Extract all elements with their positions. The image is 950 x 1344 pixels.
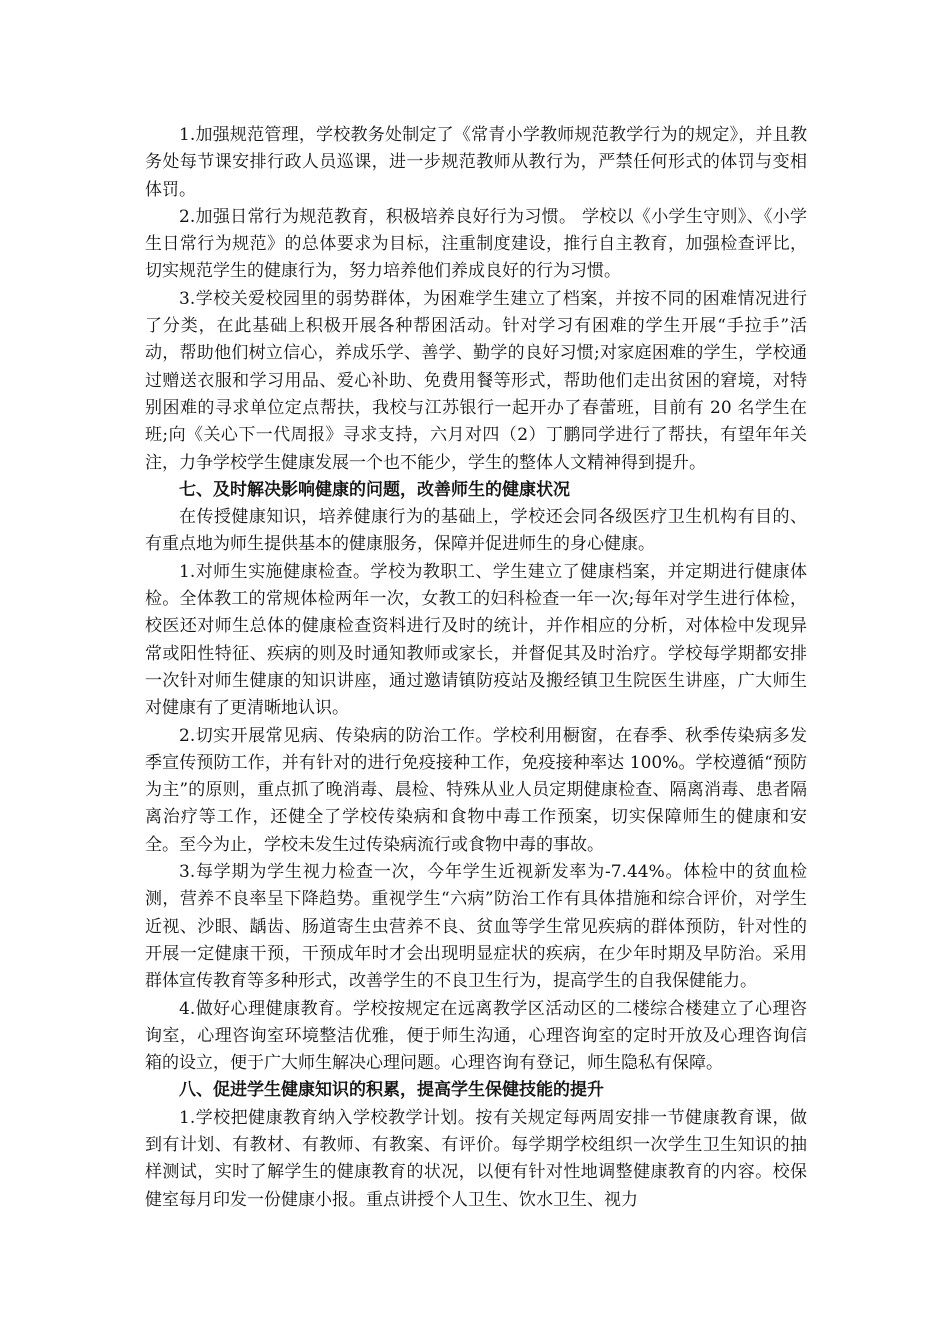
- document-page: [145, 122, 807, 1214]
- paragraph-disadvantaged-students: 3.学校关爱校园里的弱势群体，为困难学生建立了档案，并按不同的困难情况进行了分类，在此基础上积极开展各种帮困活动。针对学习有困难的学生开展“手拉手”活动，帮助他们树立信心，养成乐学、善学、勤学的良好习惯;对家庭困难的学生，学校通过赠送衣服和学习用品、爱心补助、免费用餐等形式，帮助他们走出贫困的窘境，对特别困难的寻求单位定点帮扶，我校与江苏银行一起开办了春蕾班，目前有 20 名学生在班;向《关心下一代周报》寻求支持，六月对四（2）丁鹏同学进行了帮扶，有望年年关注，力争学校学生健康发展一个也不能少，学生的整体人文精神得到提升。: [145, 288, 807, 473]
- section-heading-seven: 七、及时解决影响健康的问题，改善师生的健康状况: [179, 479, 570, 500]
- paragraph-disease-prevention: 2.切实开展常见病、传染病的防治工作。学校利用橱窗，在春季、秋季传染病多发季宣传预防工作，并有针对的进行免疫接种工作，免疫接种率达 100%。学校遵循“预防为主”的原则，重点抓了晚消毒、晨检、特殊从业人员定期健康检查、隔离消毒、患者隔离治疗等工作，还健全了学校传染病和食物中毒工作预案，切实保障师生的健康和安全。至今为止，学校未发生过传染病流行或食物中毒的事故。: [145, 725, 807, 855]
- section-heading-eight: 八、促进学生健康知识的积累，提高学生保健技能的提升: [179, 1080, 604, 1101]
- paragraph-health-curriculum: 1.学校把健康教育纳入学校教学计划。按有关规定每两周安排一节健康教育课，做到有计划、有教材、有教师、有教案、有评价。每学期学校组织一次学生卫生知识的抽样测试，实时了解学生的健康教育的状况，以便有针对性地调整健康教育的内容。校保健室每月印发一份健康小报。重点讲授个人卫生、饮水卫生、视力: [145, 1107, 807, 1210]
- paragraph-health-checkups: 1.对师生实施健康检查。学校为教职工、学生建立了健康档案，并定期进行健康体检。全体教工的常规体检两年一次，女教工的妇科检查一年一次;每年对学生进行体检，校医还对师生总体的健康检查资料进行及时的统计，并作相应的分析，对体检中发现异常或阳性特征、疾病的则及时通知教师或家长，并督促其及时治疗。学校每学期都安排一次针对师生健康的知识讲座，通过邀请镇防疫站及搬经镇卫生院医生讲座，广大师生对健康有了更清晰地认识。: [145, 561, 807, 719]
- paragraph-mental-health: 4.做好心理健康教育。学校按规定在远离教学区活动区的二楼综合楼建立了心理咨询室，心理咨询室环境整洁优雅，便于师生沟通，心理咨询室的定时开放及心理咨询信箱的设立，便于广大师生解决心理问题。心理咨询有登记，师生隐私有保障。: [145, 998, 807, 1074]
- paragraph-rules-management: 1.加强规范管理，学校教务处制定了《常青小学教师规范教学行为的规定》，并且教务处每节课安排行政人员巡课，进一步规范教师从教行为，严禁任何形式的体罚与变相体罚。: [145, 125, 807, 200]
- paragraph-vision-checks: 3.每学期为学生视力检查一次，今年学生近视新发率为-7.44%。体检中的贫血检测，营养不良率呈下降趋势。重视学生“六病”防治工作有具体措施和综合评价，对学生近视、沙眼、龋齿、肠道寄生虫营养不良、贫血等学生常见疾病的群体预防，针对性的开展一定健康干预，干预成年时才会出现明显症状的疾病，在少年时期及早防治。采用群体宣传教育等多种形式，改善学生的不良卫生行为，提高学生的自我保健能力。: [145, 862, 807, 992]
- paragraph-health-services-intro: 在传授健康知识，培养健康行为的基础上，学校还会同各级医疗卫生机构有目的、有重点地为师生提供基本的健康服务，保障并促进师生的身心健康。: [145, 507, 807, 555]
- paragraph-behavior-norms: 2.加强日常行为规范教育，积极培养良好行为习惯。 学校以《小学生守则》、《小学生日常行为规范》的总体要求为目标，注重制度建设，推行自主教育，加强检查评比，切实规范学生的健康行为，努力培养他们养成良好的行为习惯。: [145, 206, 807, 282]
